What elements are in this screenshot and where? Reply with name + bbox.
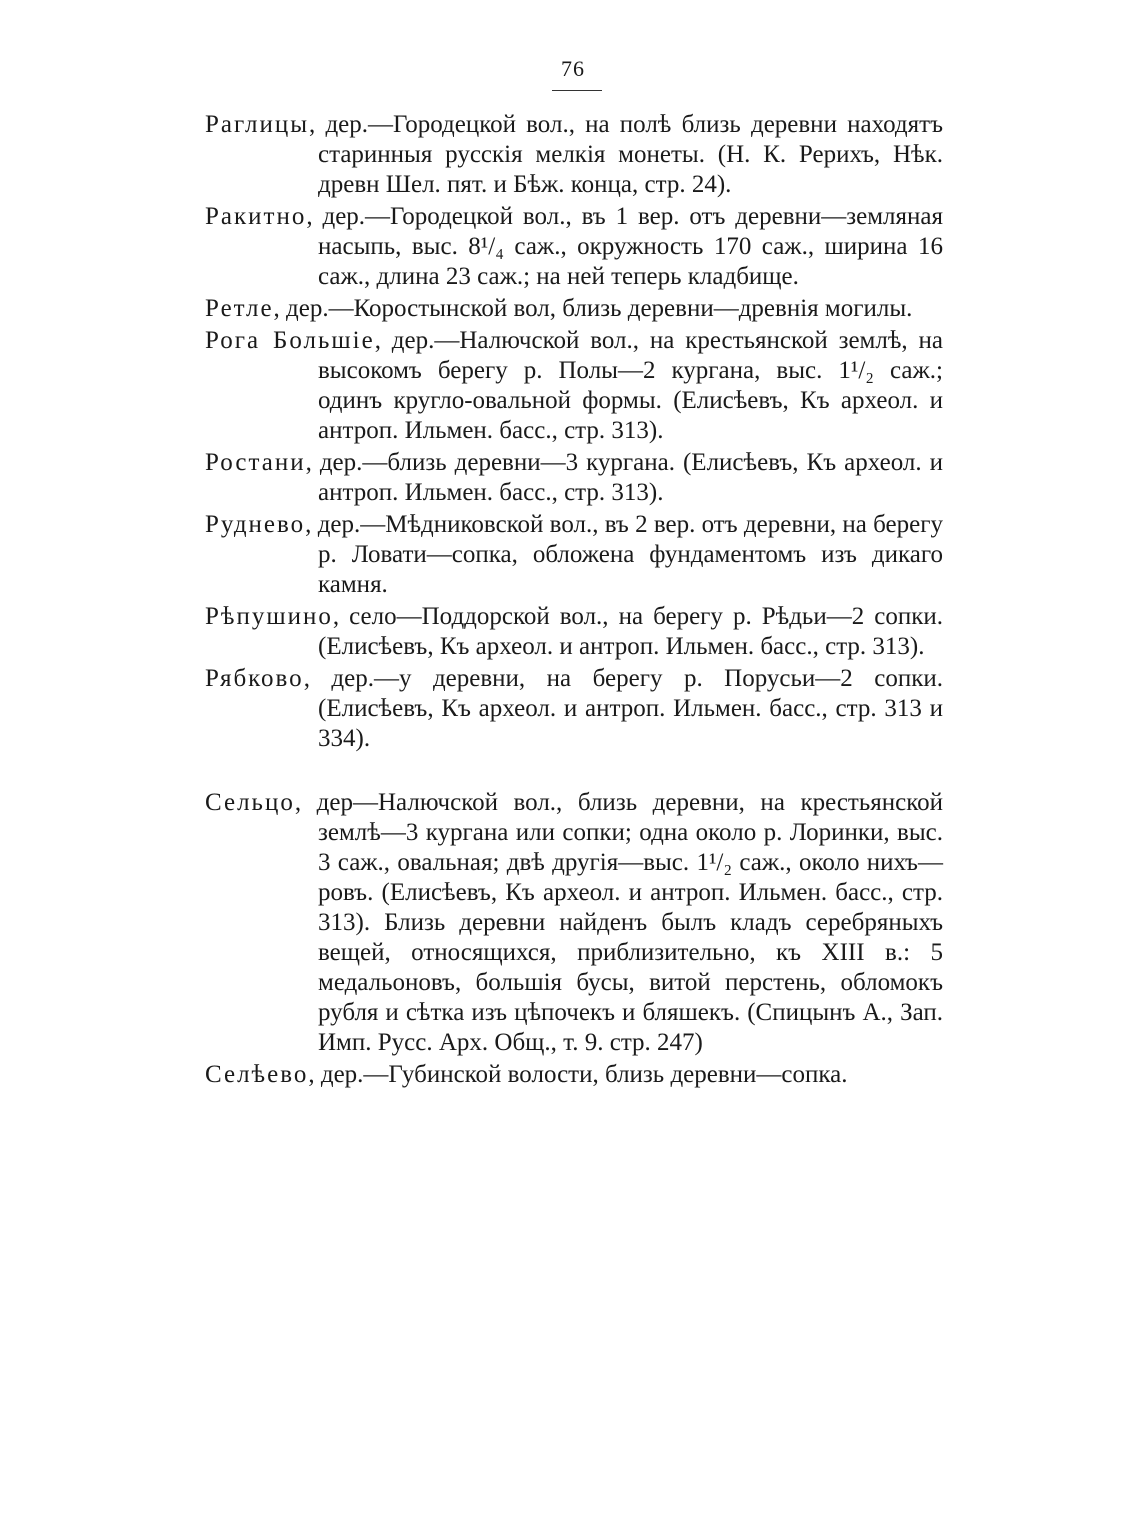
entry-roga-bolshie	[205, 326, 943, 446]
entry-headword: Рѣпушино	[205, 603, 333, 630]
entry-text: , дер.—Мѣдниковской вол., въ 2 вер. отъ деревни, на берегу р. Ловати—сопка, обложена фундаментомъ изъ дикаго камня.	[305, 511, 943, 598]
entry-text: , дер.—близь деревни—3 кургана. (Елисѣевъ, Къ археол. и антроп. Ильмен. басс., стр. 313).	[305, 449, 943, 506]
entry-ryabkovo	[205, 664, 943, 754]
entry-text: , дер.—Губинской волости, близь деревни—сопка.	[308, 1061, 848, 1088]
entry-seleevo	[205, 1060, 943, 1090]
entry-text: , дер.—Городецкой вол., на полѣ близь деревни находятъ старинныя русскія мелкія монеты. (Н. К. Рерихъ, Нѣк. древн Шел. пят. и Бѣж. конца, стр. 24).	[309, 111, 943, 198]
entry-headword: Сельцо	[205, 789, 295, 816]
entry-retle	[205, 294, 943, 324]
entry-headword: Селѣево	[205, 1061, 309, 1088]
gazetteer-entries	[205, 110, 943, 1092]
entry-text: , дер.—у деревни, на берегу р. Порусьи—2 сопки. (Елисѣевъ, Къ археол. и антроп. Ильмен. басс., стр. 313 и 334).	[303, 665, 943, 752]
entry-headword: Ростани	[205, 449, 306, 476]
entry-text: , дер.—Городецкой вол., въ 1 вер. отъ деревни—земляная насыпь, выс. 8¹/₄ саж., окружность 170 саж., ширина 16 саж., длина 23 саж.; на ней теперь кладбище.	[306, 203, 943, 290]
entry-text: , дер.—Коростынской вол, близь деревни—древнія могилы.	[273, 295, 913, 322]
entry-repushino	[205, 602, 943, 662]
entry-rakitno	[205, 202, 943, 292]
entry-headword: Раглицы	[205, 111, 310, 138]
entry-text: , село—Поддорской вол., на берегу р. Рѣдьи—2 сопки. (Елисѣевъ, Къ археол. и антроп. Ильмен. басс., стр. 313).	[318, 603, 943, 660]
entry-text: , дер—Налючской вол., близь деревни, на крестьянской землѣ—3 кургана или сопки; одна около р. Лоринки, выс. 3 саж., овальная; двѣ другія—выс. 1¹/₂ саж., около нихъ—ровъ. (Елисѣевъ, Къ археол. и антроп. Ильмен. басс., стр. 313). Близь деревни найденъ былъ кладъ серебряныхъ вещей, относящихся, приблизительно, къ XIII в.: 5 медальоновъ, большія бусы, витой перстень, обломокъ рубля и сѣтка изъ цѣпочекъ и бляшекъ. (Спицынъ А., Зап. Имп. Русс. Арх. Общ., т. 9. стр. 247)	[294, 789, 943, 1056]
entry-rostani	[205, 448, 943, 508]
entry-headword: Рябково	[205, 665, 304, 692]
entry-text: , дер.—Налючской вол., на крестьянской землѣ, на высокомъ берегу р. Полы—2 кургана, выс. 1¹/₂ саж.; одинъ кругло-овальной формы. (Елисѣевъ, Къ археол. и антроп. Ильмен. басс., стр. 313).	[318, 327, 943, 444]
page-number-rule	[552, 90, 602, 91]
entry-headword: Руднево	[205, 511, 306, 538]
entry-headword: Ракитно	[205, 203, 307, 230]
page-number: 76	[561, 56, 585, 81]
entry-headword: Рога Большіе	[205, 327, 375, 354]
entry-seltso	[205, 788, 943, 1058]
entry-rudnevo	[205, 510, 943, 600]
entry-headword: Ретле	[205, 295, 274, 322]
entry-raglitsy	[205, 110, 943, 200]
